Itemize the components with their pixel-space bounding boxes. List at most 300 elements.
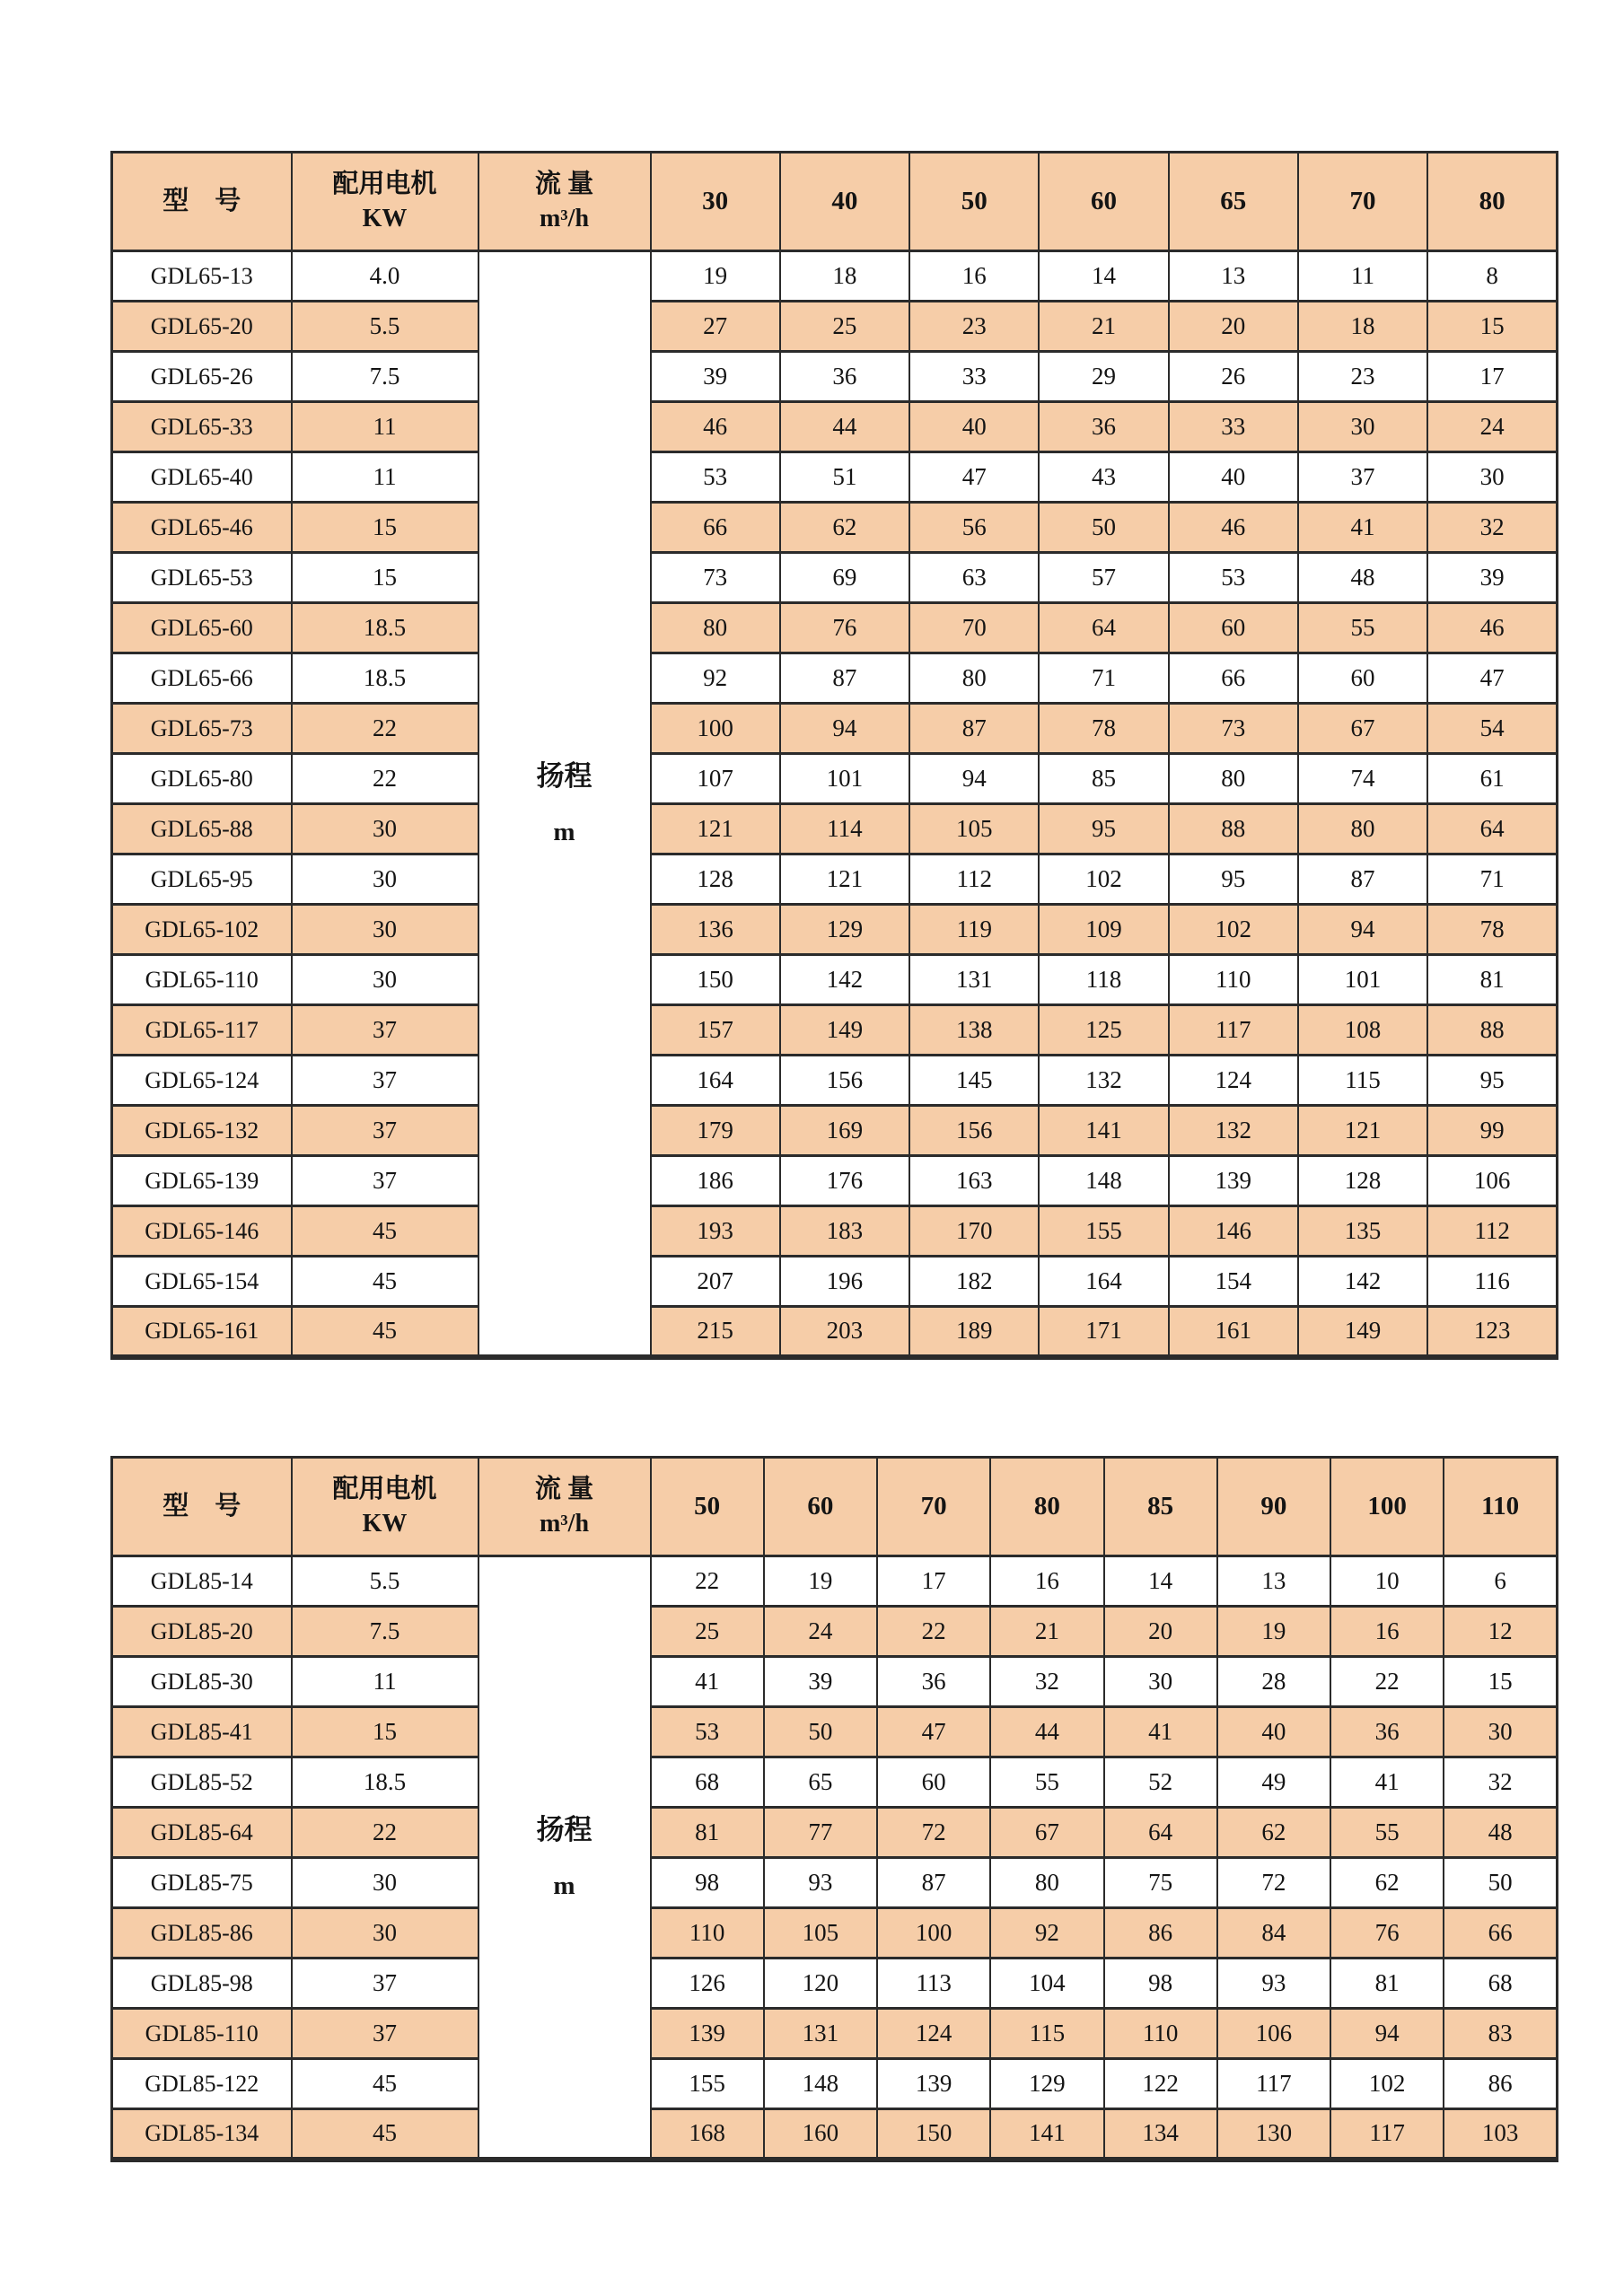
model-cell: GDL65-102 <box>112 905 292 955</box>
head-value-cell: 207 <box>651 1257 780 1307</box>
head-value-cell: 8 <box>1427 251 1557 302</box>
model-cell: GDL85-110 <box>112 2009 292 2059</box>
motor-kw-cell: 15 <box>292 503 478 553</box>
head-value-cell: 23 <box>1298 352 1427 402</box>
head-value-cell: 138 <box>909 1005 1039 1056</box>
head-value-cell: 182 <box>909 1257 1039 1307</box>
flow-value-column-header: 40 <box>780 153 909 251</box>
head-value-cell: 81 <box>1427 955 1557 1005</box>
motor-kw-cell: 30 <box>292 955 478 1005</box>
motor-kw-cell: 37 <box>292 1959 478 2009</box>
model-cell: GDL65-132 <box>112 1106 292 1156</box>
head-value-cell: 76 <box>1330 1908 1444 1959</box>
flow-value-column-header: 50 <box>909 153 1039 251</box>
head-value-cell: 37 <box>1298 452 1427 503</box>
flow-value-column-header: 60 <box>1039 153 1168 251</box>
model-cell: GDL85-122 <box>112 2059 292 2109</box>
head-value-cell: 72 <box>877 1808 990 1858</box>
head-value-cell: 86 <box>1444 2059 1557 2109</box>
head-value-cell: 95 <box>1039 804 1168 854</box>
head-value-cell: 22 <box>877 1607 990 1657</box>
head-value-cell: 16 <box>990 1556 1103 1607</box>
head-value-cell: 56 <box>909 503 1039 553</box>
head-value-cell: 164 <box>651 1056 780 1106</box>
head-value-cell: 36 <box>780 352 909 402</box>
table-row <box>112 1959 1558 2009</box>
head-value-cell: 141 <box>990 2109 1103 2160</box>
head-value-cell: 120 <box>764 1959 877 2009</box>
head-value-cell: 80 <box>990 1858 1103 1908</box>
head-value-cell: 72 <box>1217 1858 1330 1908</box>
head-value-cell: 87 <box>909 704 1039 754</box>
head-value-cell: 23 <box>909 302 1039 352</box>
table-row <box>112 1005 1558 1056</box>
head-value-cell: 126 <box>651 1959 764 2009</box>
head-value-cell: 148 <box>764 2059 877 2109</box>
head-value-cell: 62 <box>1330 1858 1444 1908</box>
head-value-cell: 189 <box>909 1307 1039 1357</box>
head-value-cell: 75 <box>1104 1858 1217 1908</box>
head-value-cell: 121 <box>780 854 909 905</box>
head-value-cell: 117 <box>1330 2109 1444 2160</box>
table-row <box>112 854 1558 905</box>
model-cell: GDL85-134 <box>112 2109 292 2160</box>
head-value-cell: 113 <box>877 1959 990 2009</box>
head-value-cell: 121 <box>651 804 780 854</box>
head-value-cell: 77 <box>764 1808 877 1858</box>
head-value-cell: 110 <box>1104 2009 1217 2059</box>
head-value-cell: 30 <box>1444 1707 1557 1757</box>
motor-kw-cell: 45 <box>292 2109 478 2160</box>
head-value-cell: 6 <box>1444 1556 1557 1607</box>
head-value-cell: 128 <box>1298 1156 1427 1206</box>
motor-kw-cell: 37 <box>292 2009 478 2059</box>
head-value-cell: 71 <box>1039 653 1168 704</box>
head-value-cell: 101 <box>780 754 909 804</box>
head-value-cell: 136 <box>651 905 780 955</box>
head-value-cell: 108 <box>1298 1005 1427 1056</box>
motor-kw-cell: 45 <box>292 1257 478 1307</box>
head-value-cell: 64 <box>1104 1808 1217 1858</box>
head-value-cell: 168 <box>651 2109 764 2160</box>
pump-table-gdl85 <box>110 1456 1556 2162</box>
head-value-cell: 63 <box>909 553 1039 603</box>
head-value-cell: 32 <box>1427 503 1557 553</box>
head-value-cell: 203 <box>780 1307 909 1357</box>
head-value-cell: 53 <box>651 452 780 503</box>
motor-kw-cell: 22 <box>292 1808 478 1858</box>
motor-kw-cell: 30 <box>292 905 478 955</box>
head-value-cell: 156 <box>909 1106 1039 1156</box>
head-value-cell: 41 <box>1298 503 1427 553</box>
head-value-cell: 41 <box>651 1657 764 1707</box>
head-value-cell: 84 <box>1217 1908 1330 1959</box>
head-value-cell: 28 <box>1217 1657 1330 1707</box>
flow-value-column-header: 60 <box>764 1458 877 1556</box>
head-value-cell: 148 <box>1039 1156 1168 1206</box>
table-row <box>112 603 1558 653</box>
head-value-cell: 61 <box>1427 754 1557 804</box>
head-value-cell: 36 <box>1330 1707 1444 1757</box>
head-value-cell: 110 <box>651 1908 764 1959</box>
head-value-cell: 132 <box>1039 1056 1168 1106</box>
head-value-cell: 20 <box>1169 302 1298 352</box>
head-value-cell: 154 <box>1169 1257 1298 1307</box>
head-value-cell: 32 <box>990 1657 1103 1707</box>
head-value-cell: 44 <box>780 402 909 452</box>
head-value-cell: 142 <box>1298 1257 1427 1307</box>
head-value-cell: 40 <box>909 402 1039 452</box>
model-cell: GDL85-52 <box>112 1757 292 1808</box>
head-value-cell: 71 <box>1427 854 1557 905</box>
head-value-cell: 87 <box>780 653 909 704</box>
table-row <box>112 2109 1558 2160</box>
head-value-cell: 46 <box>1169 503 1298 553</box>
head-value-cell: 41 <box>1104 1707 1217 1757</box>
motor-kw-cell: 45 <box>292 1206 478 1257</box>
head-value-cell: 36 <box>1039 402 1168 452</box>
head-value-cell: 66 <box>1169 653 1298 704</box>
head-value-cell: 16 <box>1330 1607 1444 1657</box>
head-value-cell: 22 <box>1330 1657 1444 1707</box>
head-value-cell: 73 <box>1169 704 1298 754</box>
head-value-cell: 145 <box>909 1056 1039 1106</box>
model-cell: GDL85-86 <box>112 1908 292 1959</box>
head-value-cell: 33 <box>1169 402 1298 452</box>
motor-kw-cell: 5.5 <box>292 302 478 352</box>
head-value-cell: 118 <box>1039 955 1168 1005</box>
head-value-cell: 92 <box>651 653 780 704</box>
head-value-cell: 102 <box>1330 2059 1444 2109</box>
motor-kw-cell: 18.5 <box>292 653 478 704</box>
head-value-cell: 139 <box>877 2059 990 2109</box>
motor-kw-cell: 30 <box>292 854 478 905</box>
head-value-cell: 150 <box>877 2109 990 2160</box>
head-value-cell: 15 <box>1427 302 1557 352</box>
model-cell: GDL85-20 <box>112 1607 292 1657</box>
table-row <box>112 1556 1558 1607</box>
head-value-cell: 101 <box>1298 955 1427 1005</box>
head-value-cell: 10 <box>1330 1556 1444 1607</box>
head-value-cell: 70 <box>909 603 1039 653</box>
model-cell: GDL65-139 <box>112 1156 292 1206</box>
model-cell: GDL85-41 <box>112 1707 292 1757</box>
head-value-cell: 149 <box>780 1005 909 1056</box>
table-row <box>112 1707 1558 1757</box>
head-value-cell: 183 <box>780 1206 909 1257</box>
flow-value-column-header: 85 <box>1104 1458 1217 1556</box>
head-value-cell: 98 <box>651 1858 764 1908</box>
head-value-cell: 123 <box>1427 1307 1557 1357</box>
head-value-cell: 19 <box>651 251 780 302</box>
head-value-cell: 169 <box>780 1106 909 1156</box>
table-row <box>112 302 1558 352</box>
motor-kw-cell: 37 <box>292 1005 478 1056</box>
head-value-cell: 51 <box>780 452 909 503</box>
table-row <box>112 1156 1558 1206</box>
head-value-cell: 25 <box>780 302 909 352</box>
head-value-cell: 85 <box>1039 754 1168 804</box>
head-value-cell: 176 <box>780 1156 909 1206</box>
head-value-cell: 41 <box>1330 1757 1444 1808</box>
head-value-cell: 105 <box>764 1908 877 1959</box>
model-cell: GDL65-146 <box>112 1206 292 1257</box>
model-cell: GDL65-40 <box>112 452 292 503</box>
head-value-cell: 73 <box>651 553 780 603</box>
model-cell: GDL65-46 <box>112 503 292 553</box>
head-value-cell: 139 <box>1169 1156 1298 1206</box>
head-value-cell: 39 <box>764 1657 877 1707</box>
motor-kw-cell: 18.5 <box>292 1757 478 1808</box>
head-value-cell: 141 <box>1039 1106 1168 1156</box>
table-row <box>112 2059 1558 2109</box>
head-value-cell: 64 <box>1039 603 1168 653</box>
head-value-cell: 18 <box>1298 302 1427 352</box>
head-value-cell: 40 <box>1217 1707 1330 1757</box>
head-value-cell: 49 <box>1217 1757 1330 1808</box>
head-value-cell: 62 <box>780 503 909 553</box>
head-value-cell: 131 <box>909 955 1039 1005</box>
head-value-cell: 171 <box>1039 1307 1168 1357</box>
head-value-cell: 43 <box>1039 452 1168 503</box>
head-value-cell: 179 <box>651 1106 780 1156</box>
model-cell: GDL65-66 <box>112 653 292 704</box>
head-value-cell: 80 <box>909 653 1039 704</box>
head-value-cell: 131 <box>764 2009 877 2059</box>
head-value-cell: 157 <box>651 1005 780 1056</box>
head-value-cell: 87 <box>877 1858 990 1908</box>
head-value-cell: 80 <box>651 603 780 653</box>
head-value-cell: 20 <box>1104 1607 1217 1657</box>
head-value-cell: 124 <box>1169 1056 1298 1106</box>
model-cell: GDL65-110 <box>112 955 292 1005</box>
motor-kw-cell: 15 <box>292 553 478 603</box>
model-cell: GDL65-117 <box>112 1005 292 1056</box>
head-value-cell: 98 <box>1104 1959 1217 2009</box>
model-cell: GDL85-64 <box>112 1808 292 1858</box>
motor-kw-cell: 11 <box>292 402 478 452</box>
head-value-cell: 47 <box>1427 653 1557 704</box>
head-value-cell: 80 <box>1169 754 1298 804</box>
head-value-cell: 80 <box>1298 804 1427 854</box>
head-value-cell: 74 <box>1298 754 1427 804</box>
head-value-cell: 88 <box>1169 804 1298 854</box>
motor-kw-cell: 18.5 <box>292 603 478 653</box>
pump-table-gdl65 <box>110 151 1556 1360</box>
head-value-cell: 95 <box>1169 854 1298 905</box>
model-cell: GDL65-33 <box>112 402 292 452</box>
motor-kw-cell: 7.5 <box>292 1607 478 1657</box>
head-value-cell: 44 <box>990 1707 1103 1757</box>
motor-kw-cell: 37 <box>292 1106 478 1156</box>
motor-kw-cell: 11 <box>292 1657 478 1707</box>
table-row <box>112 1056 1558 1106</box>
model-cell: GDL65-73 <box>112 704 292 754</box>
head-value-cell: 47 <box>909 452 1039 503</box>
head-value-cell: 193 <box>651 1206 780 1257</box>
head-value-cell: 114 <box>780 804 909 854</box>
model-cell: GDL65-60 <box>112 603 292 653</box>
table-row <box>112 1307 1558 1357</box>
head-value-cell: 54 <box>1427 704 1557 754</box>
head-value-cell: 36 <box>877 1657 990 1707</box>
head-value-cell: 135 <box>1298 1206 1427 1257</box>
head-value-cell: 129 <box>780 905 909 955</box>
head-value-cell: 16 <box>909 251 1039 302</box>
head-value-cell: 94 <box>909 754 1039 804</box>
motor-kw-cell: 45 <box>292 1307 478 1357</box>
head-value-cell: 196 <box>780 1257 909 1307</box>
head-value-cell: 116 <box>1427 1257 1557 1307</box>
head-value-cell: 64 <box>1427 804 1557 854</box>
head-value-cell: 119 <box>909 905 1039 955</box>
head-value-cell: 146 <box>1169 1206 1298 1257</box>
head-value-cell: 87 <box>1298 854 1427 905</box>
flow-rate-column-header: 流 量 m³/h <box>478 153 651 251</box>
model-cell: GDL85-30 <box>112 1657 292 1707</box>
head-value-cell: 65 <box>764 1757 877 1808</box>
model-column-header: 型 号 <box>112 153 292 251</box>
motor-kw-cell: 22 <box>292 704 478 754</box>
head-value-cell: 93 <box>1217 1959 1330 2009</box>
motor-kw-cell: 5.5 <box>292 1556 478 1607</box>
motor-power-column-header: 配用电机 KW <box>292 1458 478 1556</box>
head-value-cell: 78 <box>1039 704 1168 754</box>
head-value-cell: 81 <box>651 1808 764 1858</box>
head-value-cell: 47 <box>877 1707 990 1757</box>
model-cell: GDL65-161 <box>112 1307 292 1357</box>
head-value-cell: 26 <box>1169 352 1298 402</box>
head-value-cell: 68 <box>1444 1959 1557 2009</box>
table-row <box>112 1657 1558 1707</box>
table-row <box>112 452 1558 503</box>
head-value-cell: 67 <box>1298 704 1427 754</box>
head-value-cell: 92 <box>990 1908 1103 1959</box>
head-value-cell: 121 <box>1298 1106 1427 1156</box>
head-value-cell: 46 <box>651 402 780 452</box>
head-value-cell: 83 <box>1444 2009 1557 2059</box>
head-value-cell: 17 <box>877 1556 990 1607</box>
head-value-cell: 112 <box>1427 1206 1557 1257</box>
head-value-cell: 117 <box>1217 2059 1330 2109</box>
table-row <box>112 754 1558 804</box>
head-value-cell: 142 <box>780 955 909 1005</box>
head-value-cell: 170 <box>909 1206 1039 1257</box>
table-row <box>112 503 1558 553</box>
head-value-cell: 57 <box>1039 553 1168 603</box>
head-value-cell: 50 <box>1039 503 1168 553</box>
head-value-cell: 30 <box>1427 452 1557 503</box>
head-value-cell: 102 <box>1169 905 1298 955</box>
head-value-cell: 128 <box>651 854 780 905</box>
head-value-cell: 25 <box>651 1607 764 1657</box>
head-value-cell: 93 <box>764 1858 877 1908</box>
head-value-cell: 149 <box>1298 1307 1427 1357</box>
head-value-cell: 55 <box>990 1757 1103 1808</box>
model-cell: GDL65-53 <box>112 553 292 603</box>
motor-kw-cell: 22 <box>292 754 478 804</box>
head-value-cell: 215 <box>651 1307 780 1357</box>
header-row <box>112 153 1558 251</box>
flow-value-column-header: 70 <box>1298 153 1427 251</box>
head-unit-merged-cell: 扬程 m <box>478 251 651 1357</box>
table-row <box>112 2009 1558 2059</box>
model-cell: GDL65-88 <box>112 804 292 854</box>
head-value-cell: 106 <box>1427 1156 1557 1206</box>
model-cell: GDL65-20 <box>112 302 292 352</box>
head-value-cell: 39 <box>1427 553 1557 603</box>
head-value-cell: 48 <box>1444 1808 1557 1858</box>
table-row <box>112 402 1558 452</box>
flow-value-column-header: 90 <box>1217 1458 1330 1556</box>
head-value-cell: 94 <box>1298 905 1427 955</box>
head-value-cell: 115 <box>990 2009 1103 2059</box>
head-value-cell: 60 <box>1169 603 1298 653</box>
flow-value-column-header: 80 <box>1427 153 1557 251</box>
head-value-cell: 21 <box>990 1607 1103 1657</box>
model-cell: GDL65-26 <box>112 352 292 402</box>
head-value-cell: 104 <box>990 1959 1103 2009</box>
head-value-cell: 99 <box>1427 1106 1557 1156</box>
head-value-cell: 102 <box>1039 854 1168 905</box>
head-value-cell: 69 <box>780 553 909 603</box>
head-value-cell: 14 <box>1104 1556 1217 1607</box>
motor-kw-cell: 30 <box>292 804 478 854</box>
head-value-cell: 160 <box>764 2109 877 2160</box>
motor-kw-cell: 30 <box>292 1908 478 1959</box>
table-row <box>112 955 1558 1005</box>
head-value-cell: 163 <box>909 1156 1039 1206</box>
head-value-cell: 29 <box>1039 352 1168 402</box>
motor-kw-cell: 7.5 <box>292 352 478 402</box>
flow-value-column-header: 30 <box>651 153 780 251</box>
head-value-cell: 110 <box>1169 955 1298 1005</box>
head-value-cell: 17 <box>1427 352 1557 402</box>
head-value-cell: 40 <box>1169 452 1298 503</box>
motor-kw-cell: 30 <box>292 1858 478 1908</box>
flow-value-column-header: 100 <box>1330 1458 1444 1556</box>
head-value-cell: 103 <box>1444 2109 1557 2160</box>
flow-value-column-header: 65 <box>1169 153 1298 251</box>
motor-kw-cell: 37 <box>292 1156 478 1206</box>
model-cell: GDL65-95 <box>112 854 292 905</box>
head-value-cell: 105 <box>909 804 1039 854</box>
flow-value-column-header: 70 <box>877 1458 990 1556</box>
table-row <box>112 1206 1558 1257</box>
head-value-cell: 30 <box>1104 1657 1217 1707</box>
head-value-cell: 50 <box>1444 1858 1557 1908</box>
flow-value-column-header: 50 <box>651 1458 764 1556</box>
head-value-cell: 19 <box>1217 1607 1330 1657</box>
model-column-header: 型 号 <box>112 1458 292 1556</box>
head-value-cell: 94 <box>780 704 909 754</box>
head-value-cell: 22 <box>651 1556 764 1607</box>
model-cell: GDL85-98 <box>112 1959 292 2009</box>
head-value-cell: 129 <box>990 2059 1103 2109</box>
head-value-cell: 95 <box>1427 1056 1557 1106</box>
head-value-cell: 100 <box>651 704 780 754</box>
head-value-cell: 68 <box>651 1757 764 1808</box>
head-value-cell: 134 <box>1104 2109 1217 2160</box>
head-value-cell: 117 <box>1169 1005 1298 1056</box>
table-row <box>112 653 1558 704</box>
head-value-cell: 39 <box>651 352 780 402</box>
head-value-cell: 130 <box>1217 2109 1330 2160</box>
model-cell: GDL65-13 <box>112 251 292 302</box>
head-value-cell: 52 <box>1104 1757 1217 1808</box>
head-value-cell: 62 <box>1217 1808 1330 1858</box>
head-value-cell: 109 <box>1039 905 1168 955</box>
